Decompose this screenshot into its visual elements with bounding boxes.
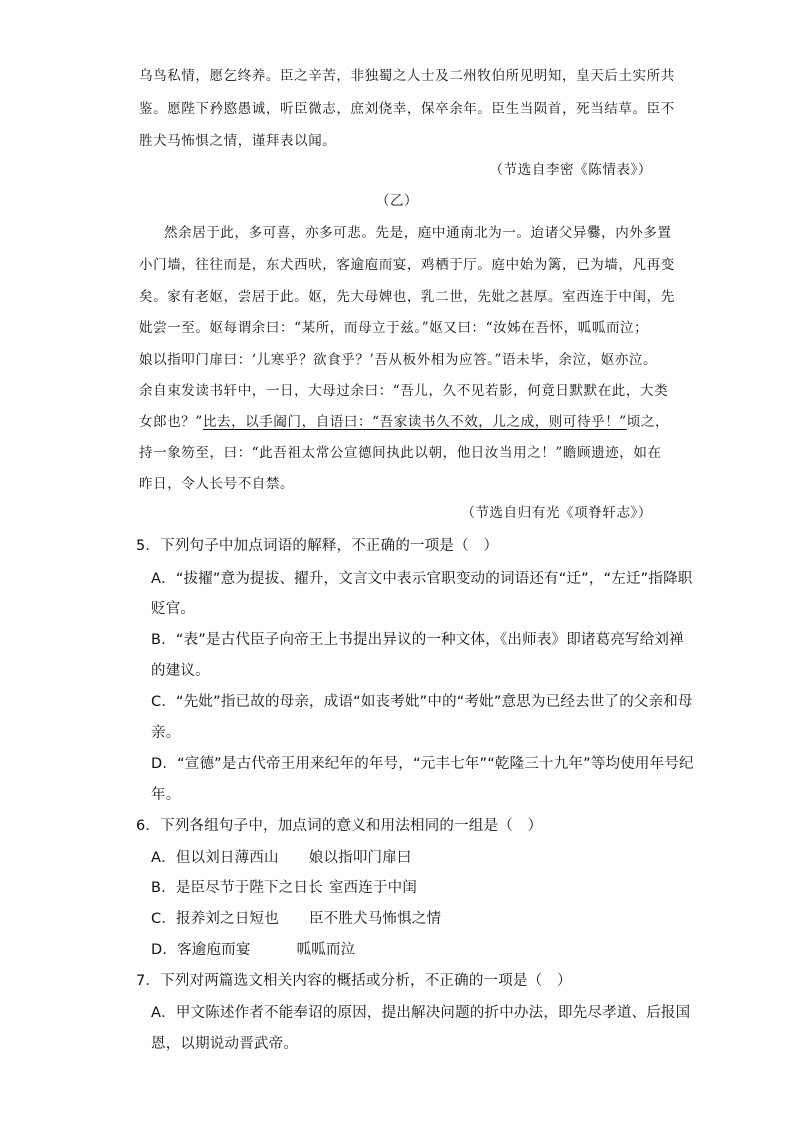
option-sentence: B．是臣尽节于陛下之日长 [151, 880, 323, 896]
option-a-continued: 贬官。 [151, 601, 196, 617]
underlined-sentence: 比去，以手阖门，自语曰：“吾家读书久不效，儿之成，则可待乎！” [202, 414, 627, 430]
option-b-continued: 的建议。 [151, 663, 210, 679]
passage-line: 小门墙，往往而是，东犬西吠，客逾庖而宴，鸡栖于厅。庭中始为篱，已为墙，凡再变 [139, 257, 675, 273]
question-stem: 6．下列各组句子中，加点词的意义和用法相同的一组是（ ） [136, 818, 543, 834]
question-stem: 5．下列句子中加点词语的解释，不正确的一项是（ ） [136, 538, 499, 554]
passage-segment: 女郎也？” [139, 414, 203, 430]
source-citation: （节选自李密《陈情表》） [489, 162, 652, 178]
option-sentence: 臣不胜犬马怖惧之情 [308, 911, 442, 927]
source-citation: （节选自归有光《项脊轩志》） [461, 505, 652, 521]
option-b [151, 878, 417, 898]
passage-line: 然余居于此，多可喜，亦多可悲。先是，庭中通南北为一。迨诸父异爨，内外多置 [164, 225, 672, 241]
option-a-continued: 恩，以期说动晋武帝。 [151, 1036, 298, 1052]
passage-line: 妣尝一至。妪每谓余曰：“某所，而母立于兹。”妪又曰：“汝姊在吾怀，呱呱而泣； [139, 320, 649, 336]
passage-line: 乌鸟私情，愿乞终养。臣之辛苦，非独蜀之人士及二州牧伯所见明知，皇天后土实所共 [139, 68, 675, 84]
option-c: C．“先妣”指已故的母亲，成语“如丧考妣”中的“考妣”意思为已经去世了的父亲和母 [151, 694, 693, 710]
question-stem: 7．下列对两篇选文相关内容的概括或分析，不正确的一项是（ ） [136, 973, 572, 989]
passage-line: 矣。家有老妪，尝居于此。妪，先大母婢也，乳二世，先妣之甚厚。室西连于中闺，先 [139, 289, 675, 305]
passage-line [139, 412, 669, 432]
option-sentence: A．但以刘日薄西山 [151, 850, 279, 866]
passage-segment: 顷之， [626, 414, 670, 430]
option-b: B．“表”是古代臣子向帝王上书提出异议的一种文体，《出师表》即诸葛亮写给刘禅 [151, 632, 684, 648]
option-sentence: 呱呱而泣 [296, 942, 356, 958]
passage-line: 持一象笏至，曰：“此吾祖太常公宣德间执此以朝，他日汝当用之！”瞻顾遗迹，如在 [139, 445, 662, 461]
passage-line: 鉴。愿陛下矜愍愚诚，听臣微志，庶刘侥幸，保卒余年。臣生当陨首，死当结草。臣不 [139, 101, 675, 117]
option-sentence: D．客逾庖而宴 [151, 942, 251, 958]
option-sentence: 娘以指叩门扉曰 [308, 850, 412, 866]
passage-line: 余自束发读书轩中，一日，大母过余曰：“吾儿，久不见若影，何竟日默默在此，大类 [139, 383, 669, 399]
option-c-continued: 亲。 [151, 725, 181, 741]
option-a: A．“拔擢”意为提拔、擢升，文言文中表示官职变动的词语还有“迁”，“左迁”指降职 [151, 571, 693, 587]
option-d-continued: 年。 [151, 787, 181, 803]
option-d: D．“宣德”是古代帝王用来纪年的年号，“元丰七年”“乾隆三十九年”等均使用年号纪 [151, 756, 694, 772]
option-c [151, 909, 441, 929]
option-a [151, 848, 412, 868]
option-d [151, 940, 355, 960]
passage-line: 胜犬马怖惧之情，谨拜表以闻。 [139, 133, 337, 149]
option-a: A．甲文陈述作者不能奉诏的原因，提出解决问题的折中办法，即先尽孝道、后报国 [151, 1005, 691, 1021]
passage-line: 娘以指叩门扉曰：‘儿寒乎？欲食乎？’吾从板外相为应答。”语未毕，余泣，妪亦泣。 [139, 352, 658, 368]
section-heading: （乙） [375, 193, 419, 209]
passage-line: 昨日，令人长号不自禁。 [139, 476, 295, 492]
option-sentence: C．报养刘之日短也 [151, 911, 279, 927]
option-sentence: 室西连于中闺 [328, 880, 418, 896]
